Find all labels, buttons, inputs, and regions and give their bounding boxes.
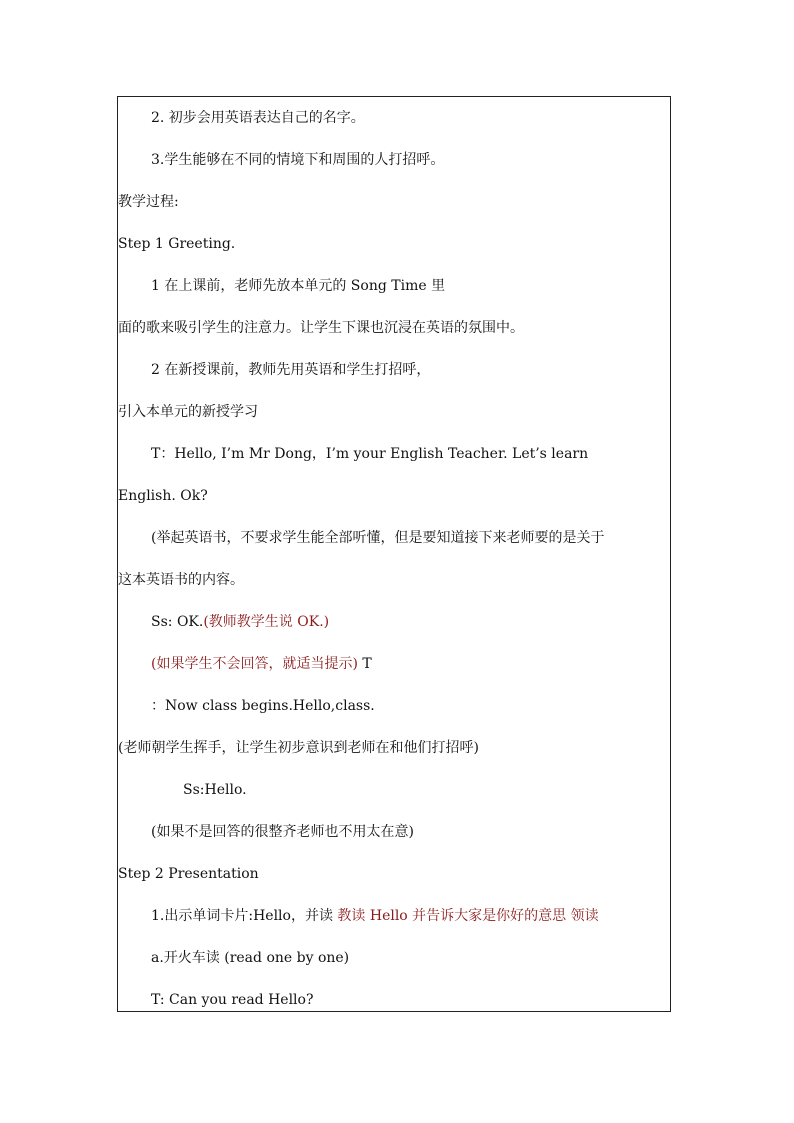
step-1-heading: Step 1 Greeting. xyxy=(118,236,236,252)
teacher-question: T: Can you read Hello? xyxy=(151,992,314,1008)
process-heading: 教学过程: xyxy=(118,194,179,210)
class-begins: ：Now class begins.Hello,class. xyxy=(151,698,375,714)
step-1-item-2: 2 在新授课前，教师先用英语和学生打招呼， xyxy=(151,362,431,378)
teacher-label: T xyxy=(357,656,372,672)
step-2-item-a: a.开火车读 (read one by one) xyxy=(151,950,350,966)
step-2-item-1 xyxy=(151,907,599,925)
step-1-item-1: 1 在上课前，老师先放本单元的 Song Time 里 xyxy=(151,278,446,294)
note-not-neat: (如果不是回答的很整齐老师也不用太在意) xyxy=(151,824,414,840)
objective-3: 3.学生能够在不同的情境下和周围的人打招呼。 xyxy=(151,152,445,168)
objective-2: 2. 初步会用英语表达自己的名字。 xyxy=(151,110,365,126)
step-2-heading: Step 2 Presentation xyxy=(118,866,259,882)
step-1-item-1-continued: 面的歌来吸引学生的注意力。让学生下课也沉浸在英语的氛围中。 xyxy=(118,320,524,336)
teacher-greeting: T：Hello, I’m Mr Dong，I’m your English Teacher. Let’s learn xyxy=(151,446,589,462)
students-response xyxy=(151,613,329,631)
students-hello: Ss:Hello. xyxy=(183,782,247,798)
teacher-note-ok: (教师教学生说 OK.) xyxy=(203,614,330,630)
teacher-greeting-continued: English. Ok? xyxy=(118,488,208,504)
note-raise-book: (举起英语书，不要求学生能全部听懂，但是要知道接下来老师要的是关于 xyxy=(151,530,605,546)
note-wave: (老师朝学生挥手，让学生初步意识到老师在和他们打招呼) xyxy=(118,740,479,756)
students-ok: Ss: OK. xyxy=(151,614,204,630)
word-card-text: 1.出示单词卡片:Hello，并读 xyxy=(151,908,338,924)
hint-line xyxy=(151,655,372,673)
word-card-note: 教读 Hello 并告诉大家是你好的意思 领读 xyxy=(337,908,599,924)
note-raise-book-continued: 这本英语书的内容。 xyxy=(118,572,244,588)
step-1-item-2-continued: 引入本单元的新授学习 xyxy=(118,404,258,420)
hint-note: (如果学生不会回答，就适当提示) xyxy=(151,656,358,672)
